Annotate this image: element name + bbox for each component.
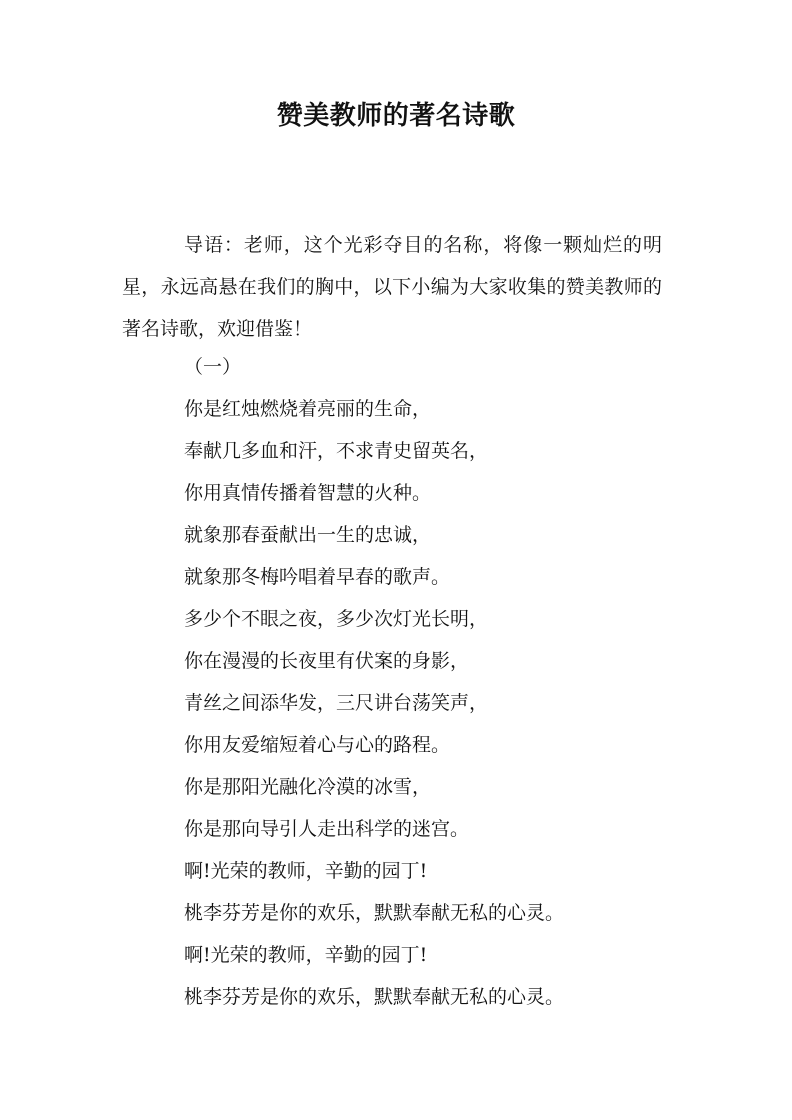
document-title: 赞美教师的著名诗歌 <box>276 101 516 131</box>
poem-line: 你用友爱缩短着心与心的路程。 <box>184 734 451 756</box>
poem-line: 你在漫漫的长夜里有伏案的身影， <box>184 650 470 672</box>
poem-line: 青丝之间添华发，三尺讲台荡笑声， <box>184 692 489 714</box>
poem-line: 你是那阳光融化冷漠的冰雪， <box>184 776 432 798</box>
poem-line: 奉献几多血和汗，不求青史留英名， <box>184 440 489 462</box>
intro-paragraph: 导语：老师，这个光彩夺目的名称，将像一颗灿烂的明星，永远高悬在我们的胸中，以下小编为大家收集的赞美教师的著名诗歌，欢迎借鉴！ <box>122 234 662 340</box>
section-label: （一） <box>184 356 242 378</box>
poem-line: 多少个不眼之夜，多少次灯光长明， <box>184 608 489 630</box>
poem-line: 啊!光荣的教师，辛勤的园丁! <box>184 860 428 882</box>
poem-line: 你用真情传播着智慧的火种。 <box>184 482 432 504</box>
poem-line: 啊!光荣的教师，辛勤的园丁! <box>184 944 428 966</box>
poem-line: 桃李芬芳是你的欢乐，默默奉献无私的心灵。 <box>184 902 565 924</box>
poem-line: 就象那春蚕献出一生的忠诚， <box>184 524 432 546</box>
poem-line: 就象那冬梅吟唱着早春的歌声。 <box>184 566 451 588</box>
poem-line: 你是那向导引人走出科学的迷宫。 <box>184 818 470 840</box>
poem-line: 桃李芬芳是你的欢乐，默默奉献无私的心灵。 <box>184 986 565 1008</box>
poem-line: 你是红烛燃烧着亮丽的生命， <box>184 398 432 420</box>
poem <box>184 388 704 1018</box>
